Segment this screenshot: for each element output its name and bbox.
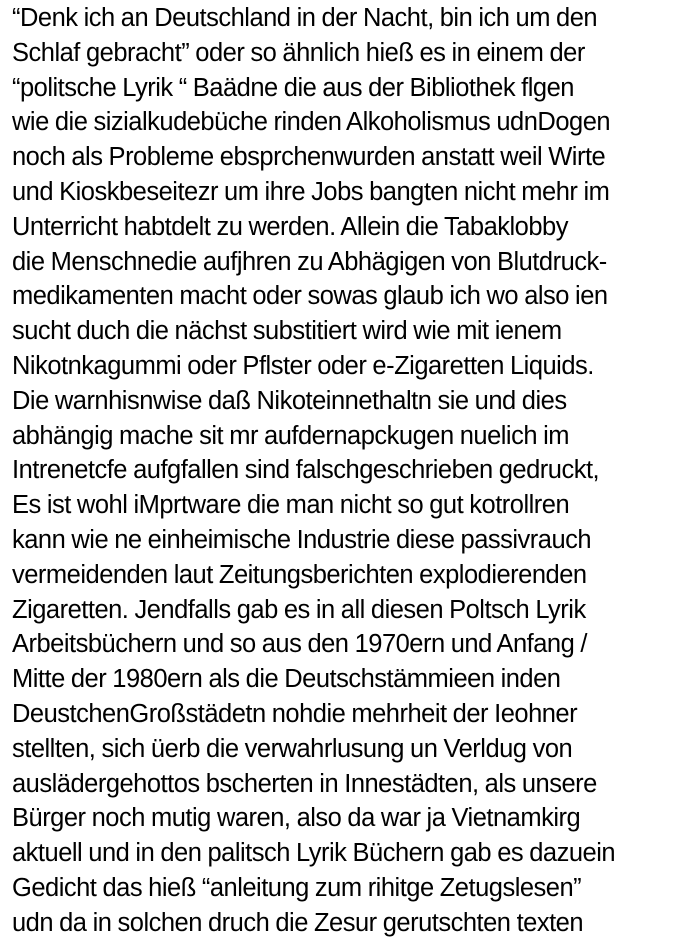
text-line: Intrenetcfe aufgfallen sind falschgeschrieben gedruckt,: [12, 456, 600, 485]
text-line: aktuell und in den palitsch Lyrik Büchern gab es dazuein: [12, 839, 616, 868]
text-line: “Denk ich an Deutschland in der Nacht, bin ich um den: [12, 4, 598, 32]
body-text: [12, 1, 680, 941]
text-line: Unterricht habtdelt zu werden. Allein die Tabaklobby: [12, 212, 568, 241]
text-line: Bürger noch mutig waren, also da war ja Vietnamkirg: [12, 804, 581, 833]
text-line: vermeidenden laut Zeitungsberichten explodierenden: [12, 560, 587, 589]
text-line: kann wie ne einheimische Industrie diese passivrauch: [12, 525, 592, 554]
text-line: udn da in solchen druch die Zesur gerutschten texten: [12, 908, 584, 937]
text-line: medikamenten macht oder sowas glaub ich wo also ien: [12, 282, 608, 311]
text-line: sucht duch die nächst substitiert wird wie mit ienem: [12, 317, 562, 346]
text-line: die Menschnedie aufjhren zu Abhägigen von Blutdruck-: [12, 247, 607, 276]
text-line: auslädergehottos bscherten in Innestädten, als unsere: [12, 769, 597, 798]
text-line: abhängig mache sit mr aufdernapckugen nuelich im: [12, 421, 570, 450]
text-line: noch als Probleme ebsprchenwurden anstatt weil Wirte: [12, 143, 606, 172]
text-line: Nikotnkagummi oder Pflster oder e-Zigaretten Liquids.: [12, 351, 594, 380]
text-line: Gedicht das hieß “anleitung zum rihitge Zetugslesen”: [12, 873, 582, 902]
text-line: wie die sizialkudebüche rinden Alkoholismus udnDogen: [12, 108, 611, 137]
text-line: Die warnhisnwise daß Nikoteinnethaltn sie und dies: [12, 386, 567, 415]
text-line: DeustchenGroßstädetn nohdie mehrheit der Ieohner: [12, 699, 578, 728]
text-line: “politsche Lyrik “ Baädne die aus der Bibliothek flgen: [12, 73, 574, 102]
text-line: stellten, sich üerb die verwahrlusung un Verldug von: [12, 734, 573, 763]
text-line: Es ist wohl iMprtware die man nicht so gut kotrollren: [12, 491, 570, 520]
text-line: Zigaretten. Jendfalls gab es in all diesen Poltsch Lyrik: [12, 595, 586, 624]
text-line: Mitte der 1980ern als die Deutschstämmieen inden: [12, 665, 561, 694]
text-line: Arbeitsbüchern und so aus den 1970ern und Anfang /: [12, 630, 587, 659]
text-line: und Kioskbeseitezr um ihre Jobs bangten nicht mehr im: [12, 177, 610, 206]
text-line: Schlaf gebracht” oder so ähnlich hieß es in einem der: [12, 38, 585, 67]
